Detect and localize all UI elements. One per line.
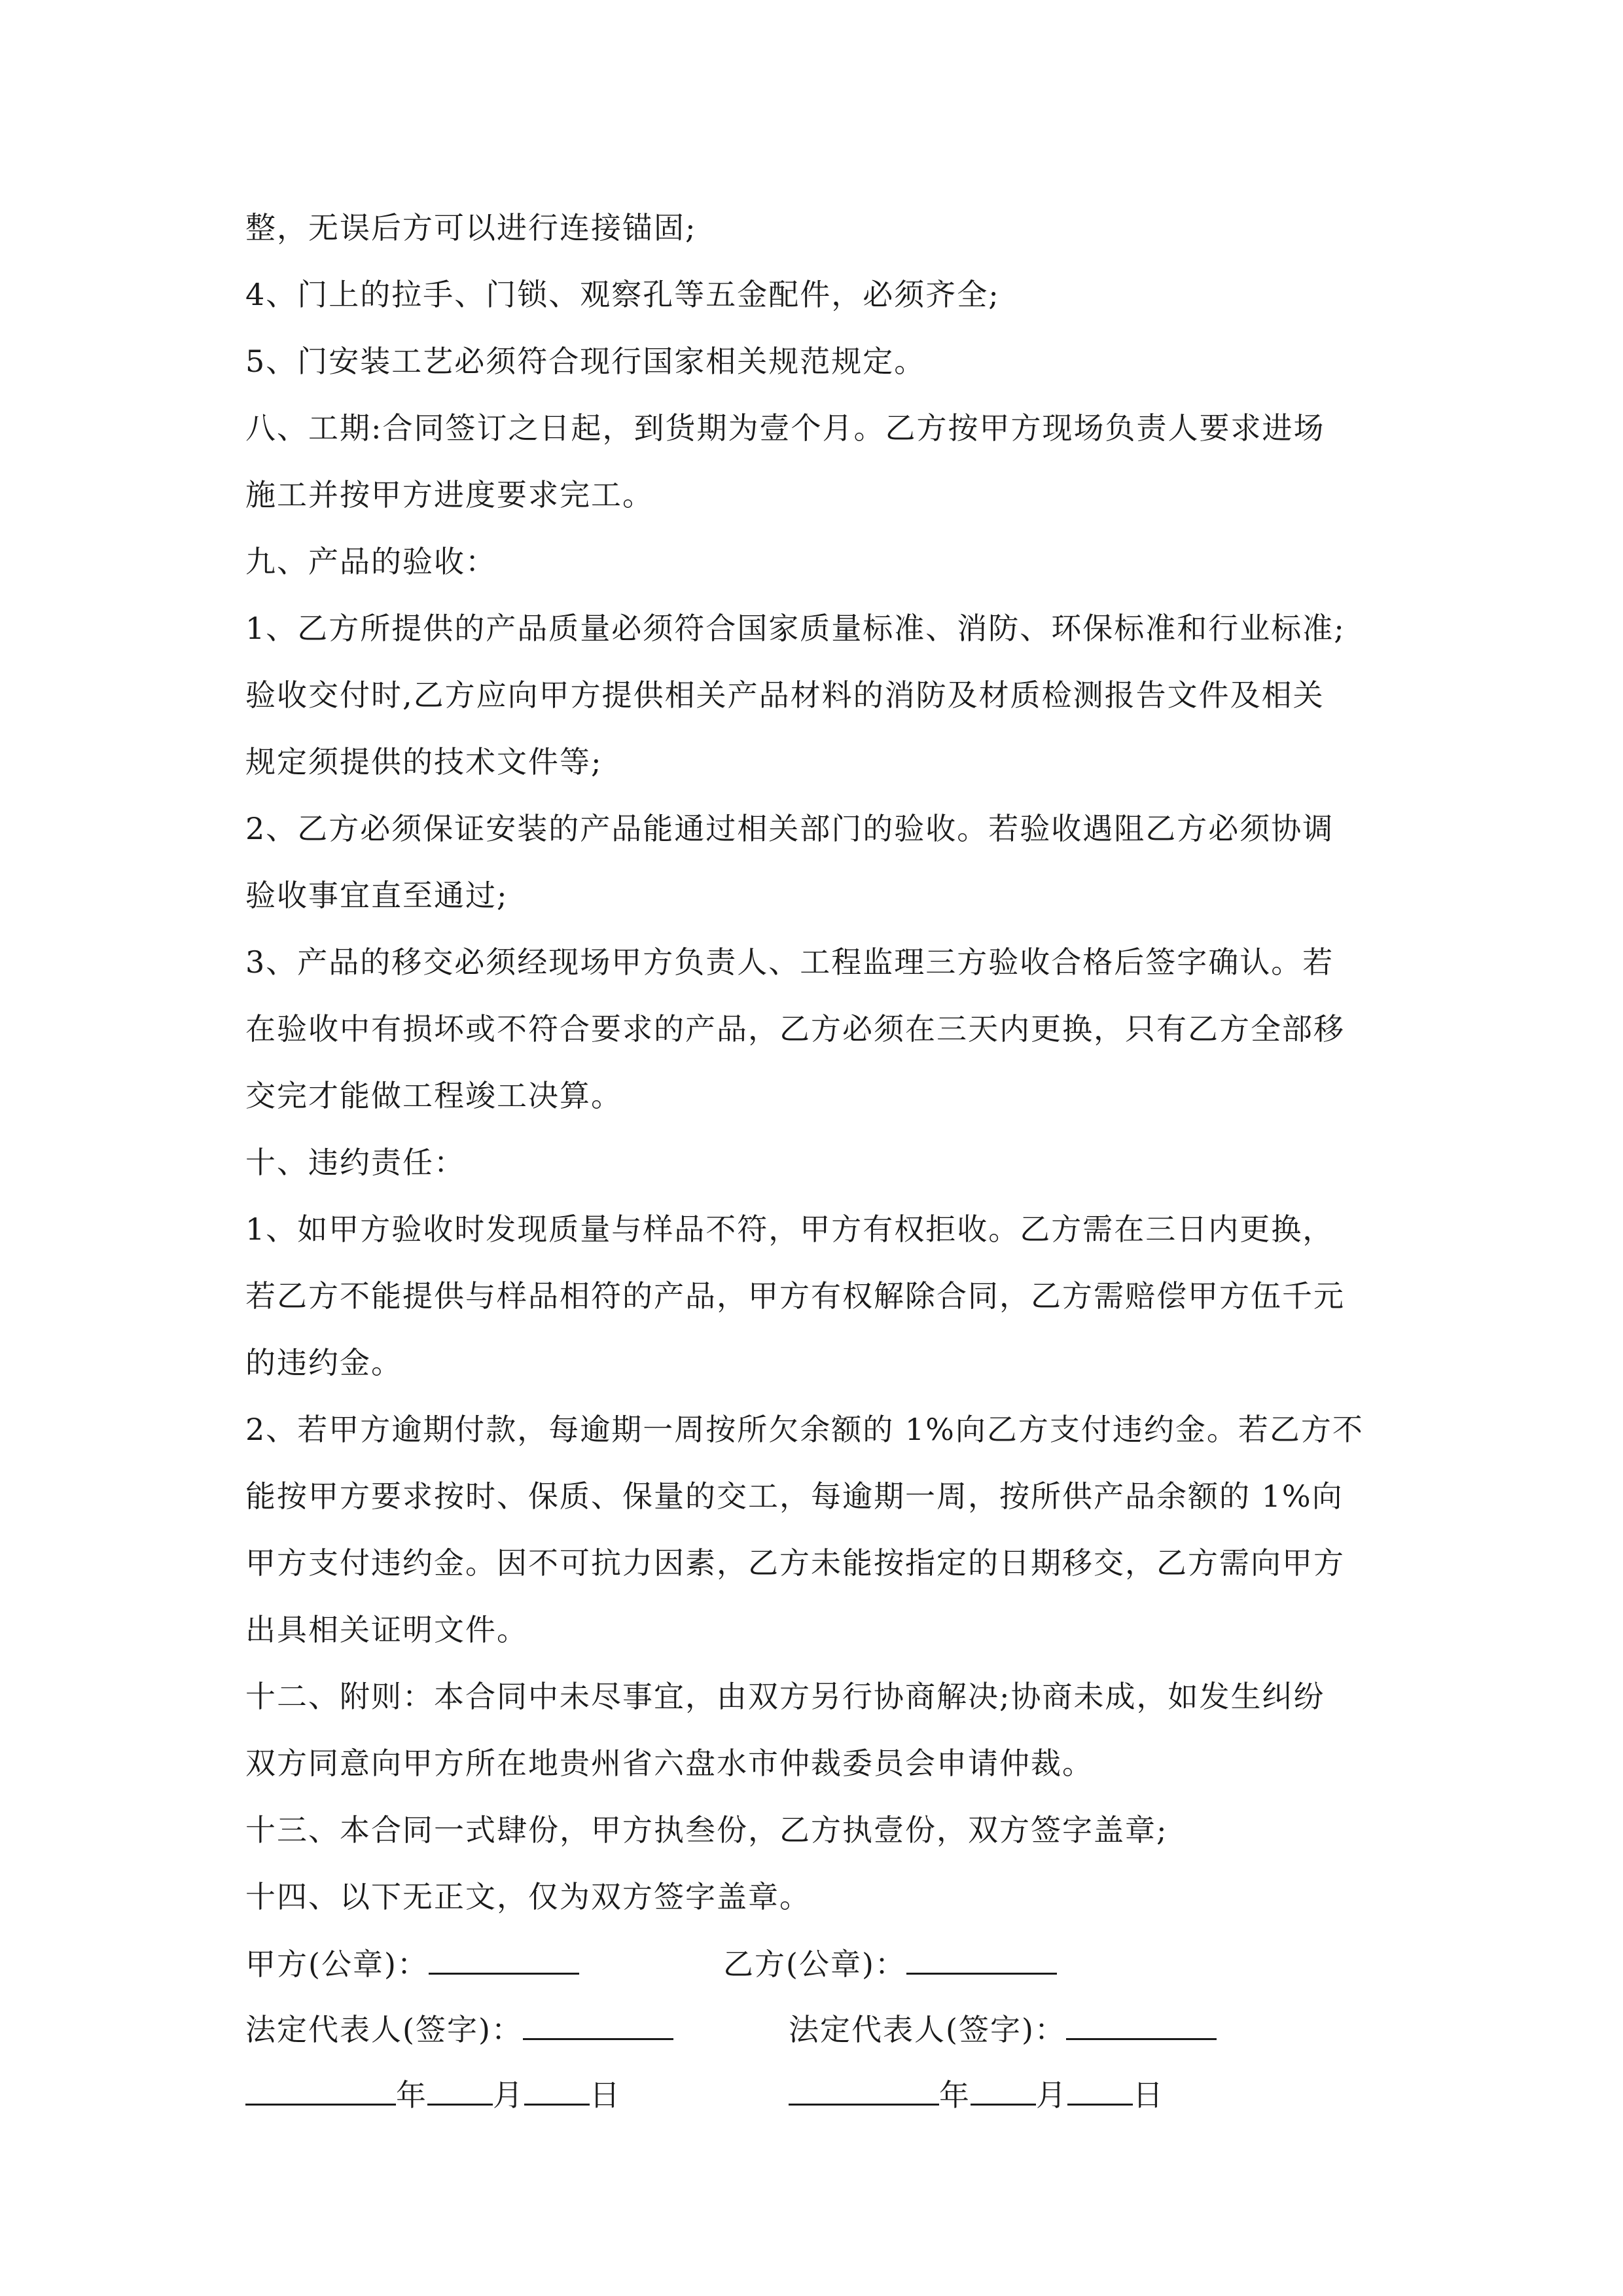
section-heading-acceptance: 九、产品的验收： (245, 544, 497, 579)
paragraph-line: 2、乙方必须保证安装的产品能通过相关部门的验收。若验收遇阻乙方必须协调 (245, 811, 1334, 846)
party-a-month-label: 月 (493, 2077, 524, 2113)
party-a-seal-label: 甲方(公章)： (245, 1946, 429, 1982)
party-b-month-label: 月 (1036, 2077, 1067, 2113)
paragraph-line: 整，无误后方可以进行连接锚固; (245, 210, 697, 245)
party-b-year-label: 年 (939, 2077, 971, 2113)
section-heading-liability: 十、违约责任： (245, 1145, 465, 1180)
paragraph-line: 双方同意向甲方所在地贵州省六盘水市仲裁委员会申请仲裁。 (245, 1746, 1094, 1781)
party-a-year-blank (245, 2075, 396, 2106)
section-heading-schedule: 八、工期:合同签订之日起，到货期为壹个月。乙方按甲方现场负责人要求进场 (245, 410, 1325, 446)
paragraph-line: 4、门上的拉手、门锁、观察孔等五金配件，必须齐全; (245, 277, 1000, 312)
party-a-day-blank (524, 2075, 590, 2106)
paragraph-line: 甲方支付违约金。因不可抗力因素，乙方未能按指定的日期移交，乙方需向甲方 (245, 1545, 1345, 1581)
paragraph-line: 2、若甲方逾期付款，每逾期一周按所欠余额的 1%向乙方支付违约金。若乙方不 (245, 1412, 1364, 1447)
paragraph-line: 施工并按甲方进度要求完工。 (245, 477, 654, 512)
party-b-year-blank (789, 2075, 939, 2106)
party-a-date-row (245, 2075, 621, 2115)
paragraph-line: 验收事宜直至通过; (245, 878, 508, 913)
paragraph-line: 1、乙方所提供的产品质量必须符合国家质量标准、消防、环保标准和行业标准; (245, 611, 1346, 646)
paragraph-line: 交完才能做工程竣工决算。 (245, 1078, 622, 1113)
paragraph-line: 在验收中有损坏或不符合要求的产品，乙方必须在三天内更换，只有乙方全部移 (245, 1011, 1345, 1047)
party-a-day-label: 日 (590, 2077, 621, 2113)
party-a-rep-label: 法定代表人(签字)： (245, 2012, 523, 2047)
party-b-day-blank (1067, 2075, 1133, 2106)
party-b-month-blank (971, 2075, 1036, 2106)
party-b-seal-row (723, 1944, 1057, 1984)
paragraph-line: 的违约金。 (245, 1345, 402, 1380)
section-heading-copies: 十三、本合同一式肆份，甲方执叁份，乙方执壹份，双方签字盖章; (245, 1812, 1168, 1848)
section-heading-end: 十四、以下无正文，仅为双方签字盖章。 (245, 1879, 811, 1914)
paragraph-line: 规定须提供的技术文件等; (245, 744, 603, 780)
party-a-rep-row (245, 2009, 673, 2049)
paragraph-line: 能按甲方要求按时、保质、保量的交工，每逾期一周，按所供产品余额的 1%向 (245, 1479, 1344, 1514)
party-b-rep-label: 法定代表人(签字)： (789, 2012, 1066, 2047)
paragraph-line: 出具相关证明文件。 (245, 1612, 528, 1647)
paragraph-line: 若乙方不能提供与样品相符的产品，甲方有权解除合同，乙方需赔偿甲方伍千元 (245, 1278, 1345, 1314)
paragraph-line: 验收交付时,乙方应向甲方提供相关产品材料的消防及材质检测报告文件及相关 (245, 677, 1325, 713)
party-a-month-blank (427, 2075, 493, 2106)
paragraph-line: 3、产品的移交必须经现场甲方负责人、工程监理三方验收合格后签字确认。若 (245, 944, 1334, 980)
party-a-seal-blank (429, 1944, 579, 1975)
party-b-date-row (789, 2075, 1164, 2115)
party-a-seal-row (245, 1944, 579, 1984)
paragraph-line: 1、如甲方验收时发现质量与样品不符，甲方有权拒收。乙方需在三日内更换， (245, 1211, 1334, 1247)
party-a-year-label: 年 (396, 2077, 427, 2113)
party-b-seal-blank (906, 1944, 1057, 1975)
paragraph-line: 5、门安装工艺必须符合现行国家相关规范规定。 (245, 344, 926, 379)
section-heading-supplementary: 十二、附则：本合同中未尽事宜，由双方另行协商解决;协商未成，如发生纠纷 (245, 1679, 1325, 1714)
party-a-rep-blank (523, 2009, 673, 2040)
party-b-rep-row (789, 2009, 1217, 2049)
party-b-seal-label: 乙方(公章)： (723, 1946, 906, 1982)
party-b-rep-blank (1066, 2009, 1217, 2040)
party-b-day-label: 日 (1133, 2077, 1164, 2113)
